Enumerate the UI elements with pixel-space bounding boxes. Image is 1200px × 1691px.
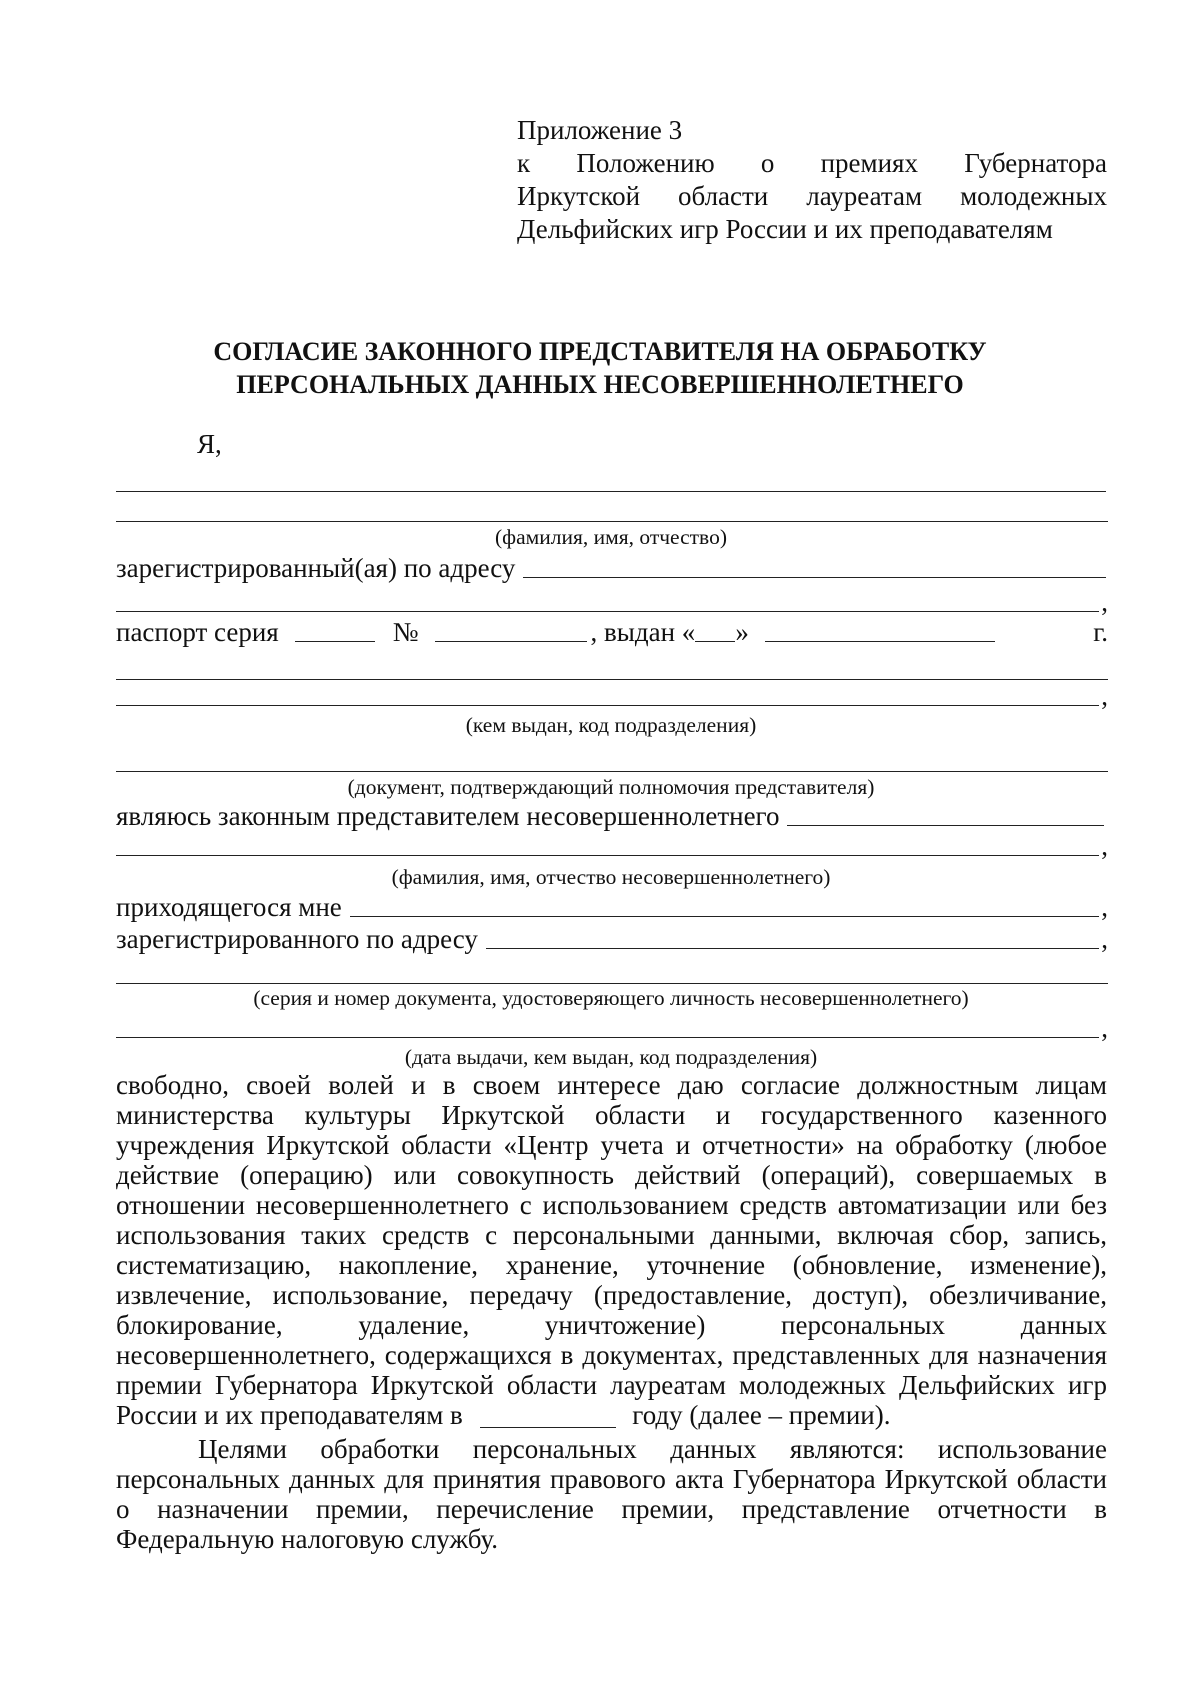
caption-document: (документ, подтверждающий полномочия представителя) <box>347 775 875 799</box>
relation-label: приходящегося мне <box>116 892 342 922</box>
number-label: № <box>392 617 419 647</box>
appendix-word: области <box>678 181 769 211</box>
document-line[interactable] <box>116 771 1108 772</box>
registered-row <box>116 552 1108 584</box>
paragraph-line: Целями обработки персональных данных являются: использование <box>198 1434 1107 1464</box>
appendix-word: Положению <box>576 148 715 178</box>
paragraph-text: России и их преподавателям в <box>116 1400 463 1430</box>
comma: , <box>1101 892 1108 922</box>
minor-registered-row <box>116 923 1108 955</box>
year-field[interactable] <box>480 1427 616 1428</box>
issued-day-field[interactable] <box>695 641 735 642</box>
paragraph-line: отношении несовершеннолетнего с использованием средств автоматизации или без <box>116 1190 1107 1220</box>
paragraph-line: действие (операцию) или совокупность действий (операций), совершаемых в <box>116 1160 1107 1190</box>
minor-issued-row <box>116 1012 1108 1044</box>
passport-label: паспорт серия <box>116 617 279 647</box>
paragraph-line: персональных данных для принятия правового акта Губернатора Иркутской области <box>116 1464 1107 1494</box>
appendix-word: лауреатам <box>806 181 923 211</box>
caption-minor-doc: (серия и номер документа, удостоверяющего личность несовершеннолетнего) <box>253 986 969 1010</box>
issued-label: , выдан « <box>590 617 696 647</box>
minor-fio-row-2 <box>116 830 1108 862</box>
paragraph-line: использования таких средств с персональными данными, включая сбор, запись, <box>116 1220 1107 1250</box>
appendix-word: молодежных <box>960 181 1107 211</box>
consent-paragraph <box>116 1070 1107 1430</box>
relation-field[interactable] <box>350 916 1099 917</box>
paragraph-line: премии Губернатора Иркутской области лауреатам молодежных Дельфийских игр <box>116 1370 1107 1400</box>
appendix-header <box>517 114 1107 246</box>
appendix-line-1: Приложение 3 <box>517 115 683 145</box>
address-field-2[interactable] <box>116 611 1099 612</box>
paragraph-line: несовершеннолетнего, содержащихся в документах, представленных для назначения <box>116 1340 1107 1370</box>
comma: , <box>1101 924 1108 954</box>
appendix-word: премиях <box>820 148 918 178</box>
issued-by-row-2 <box>116 680 1108 712</box>
comma: , <box>1101 587 1108 617</box>
paragraph-last-line: Федеральную налоговую службу. <box>116 1524 499 1554</box>
appendix-line-2 <box>517 147 1107 180</box>
address-row-2 <box>116 586 1108 618</box>
appendix-line-3 <box>517 180 1107 213</box>
relation-row <box>116 891 1108 923</box>
address-field[interactable] <box>523 577 1106 578</box>
registered-label: зарегистрированный(ая) по адресу <box>116 553 516 583</box>
paragraph-last-line <box>116 1400 1107 1430</box>
caption-minor-issued: (дата выдачи, кем выдан, код подразделения) <box>404 1045 818 1069</box>
paragraph-line: систематизацию, накопление, хранение, уточнение (обновление, изменение), <box>116 1250 1107 1280</box>
issued-by-field-2[interactable] <box>116 705 1099 706</box>
fio-line-1[interactable] <box>116 491 1106 492</box>
issued-month-year-field[interactable] <box>765 641 995 642</box>
paragraph-line: о назначении премии, перечисление премии, представление отчетности в <box>116 1494 1107 1524</box>
title-line-2: ПЕРСОНАЛЬНЫХ ДАННЫХ НЕСОВЕРШЕННОЛЕТНЕГО <box>236 370 964 399</box>
appendix-line-4: Дельфийских игр России и их преподавателям <box>517 214 1053 244</box>
comma: , <box>1101 681 1108 711</box>
paragraph-line: свободно, своей волей и в своем интересе даю согласие должностным лицам <box>116 1070 1107 1100</box>
minor-fio-field-2[interactable] <box>116 855 1099 856</box>
title-line-1: СОГЛАСИЕ ЗАКОННОГО ПРЕДСТАВИТЕЛЯ НА ОБРАБОТКУ <box>213 337 987 366</box>
paragraph-line: министерства культуры Иркутской области и государственного казенного <box>116 1100 1107 1130</box>
paragraph-line: извлечение, использование, передачу (предоставление, доступ), обезличивание, <box>116 1280 1107 1310</box>
passport-series-field[interactable] <box>295 641 375 642</box>
minor-registered-label: зарегистрированного по адресу <box>116 924 478 954</box>
comma: , <box>1101 1013 1108 1043</box>
passport-number-field[interactable] <box>435 641 587 642</box>
appendix-word: к <box>517 148 531 178</box>
paragraph-text: году (далее – премии). <box>632 1400 891 1430</box>
passport-row <box>116 616 1108 648</box>
representative-label: являюсь законным представителем несовершеннолетнего <box>116 801 780 831</box>
appendix-word: Губернатора <box>964 148 1107 178</box>
minor-fio-field[interactable] <box>787 825 1104 826</box>
representative-row <box>116 800 1108 832</box>
document-title <box>0 335 1200 401</box>
minor-address-field[interactable] <box>486 948 1099 949</box>
quote-close: » <box>735 617 749 647</box>
fio-line-2[interactable] <box>116 521 1108 522</box>
caption-issued: (кем выдан, код подразделения) <box>465 713 757 737</box>
minor-issued-field[interactable] <box>116 1037 1099 1038</box>
appendix-word: о <box>760 148 775 178</box>
paragraph-line: блокирование, удаление, уничтожение) персональных данных <box>116 1310 1107 1340</box>
minor-doc-line[interactable] <box>116 983 1108 984</box>
i-label: Я, <box>197 429 222 459</box>
appendix-word: Иркутской <box>517 181 641 211</box>
caption-minor-fio: (фамилия, имя, отчество несовершеннолетнего) <box>391 865 831 889</box>
year-suffix: г. <box>1093 617 1108 647</box>
caption-fio: (фамилия, имя, отчество) <box>495 525 727 549</box>
comma: , <box>1101 831 1108 861</box>
paragraph-line: учреждения Иркутской области «Центр учета и отчетности» на обработку (любое <box>116 1130 1107 1160</box>
purpose-paragraph <box>116 1434 1107 1554</box>
